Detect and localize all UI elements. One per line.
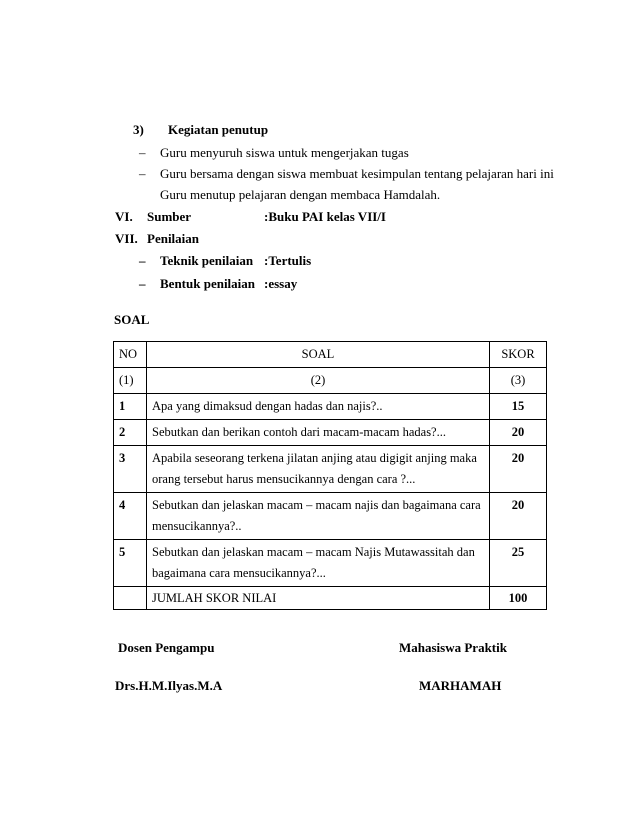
table-row — [114, 394, 547, 420]
header-soal: SOAL — [147, 342, 490, 368]
left-role: Dosen Pengampu — [118, 640, 215, 655]
soal-table — [113, 341, 547, 610]
teknik-value: :Tertulis — [264, 253, 312, 268]
bentuk-label: Bentuk penilaian — [160, 276, 256, 291]
index-no: (1) — [114, 368, 147, 394]
index-skor: (3) — [490, 368, 547, 394]
row-skor: 20 — [490, 446, 547, 493]
table-row — [114, 446, 547, 493]
row-skor: 20 — [490, 493, 547, 540]
right-role: Mahasiswa Praktik — [399, 640, 507, 655]
row-soal: Sebutkan dan berikan contoh dari macam-macam hadas?... — [147, 420, 490, 446]
bullet-dash: – — [139, 166, 146, 181]
row-soal: Sebutkan dan jelaskan macam – macam najis dan bagaimana cara mensucikannya?.. — [147, 493, 490, 540]
row-no: 1 — [114, 394, 147, 420]
list-item-continuation: Guru menutup pelajaran dengan membaca Hamdalah. — [160, 187, 441, 202]
total-no-empty — [114, 587, 147, 610]
section-number: VII. — [115, 231, 138, 246]
row-no: 4 — [114, 493, 147, 540]
table-row — [114, 493, 547, 540]
right-name: MARHAMAH — [419, 678, 502, 693]
header-no: NO — [114, 342, 147, 368]
teknik-label: Teknik penilaian — [160, 253, 254, 268]
left-name: Drs.H.M.Ilyas.M.A — [115, 678, 223, 693]
sumber-label: Sumber — [147, 209, 192, 224]
row-soal: Apa yang dimaksud dengan hadas dan najis?.. — [147, 394, 490, 420]
bentuk-value: :essay — [264, 276, 298, 291]
sumber-value: :Buku PAI kelas VII/I — [264, 209, 386, 224]
table-total-row — [114, 587, 547, 610]
row-soal: Apabila seseorang terkena jilatan anjing atau digigit anjing maka orang tersebut harus mensucikannya dengan cara ?... — [147, 446, 490, 493]
table-row — [114, 540, 547, 587]
row-soal: Sebutkan dan jelaskan macam – macam Najis Mutawassitah dan bagaimana cara mensucikannya?... — [147, 540, 490, 587]
section-number: VI. — [115, 209, 133, 224]
bullet-dash: – — [139, 145, 146, 160]
total-value: 100 — [490, 587, 547, 610]
penilaian-label: Penilaian — [147, 231, 200, 246]
row-no: 3 — [114, 446, 147, 493]
row-no: 2 — [114, 420, 147, 446]
header-skor: SKOR — [490, 342, 547, 368]
row-skor: 15 — [490, 394, 547, 420]
table-header-row — [114, 342, 547, 368]
row-skor: 25 — [490, 540, 547, 587]
table-row — [114, 420, 547, 446]
list-item: Guru bersama dengan siswa membuat kesimpulan tentang pelajaran hari ini — [160, 166, 554, 181]
row-no: 5 — [114, 540, 147, 587]
row-skor: 20 — [490, 420, 547, 446]
list-item: Guru menyuruh siswa untuk mengerjakan tugas — [160, 145, 409, 160]
section-number: 3) — [133, 122, 144, 137]
total-label: JUMLAH SKOR NILAI — [147, 587, 490, 610]
index-soal: (2) — [147, 368, 490, 394]
table-index-row — [114, 368, 547, 394]
soal-title: SOAL — [114, 312, 150, 327]
bullet-dash: – — [139, 276, 146, 291]
bullet-dash: – — [139, 253, 146, 268]
section-heading: Kegiatan penutup — [168, 122, 269, 137]
